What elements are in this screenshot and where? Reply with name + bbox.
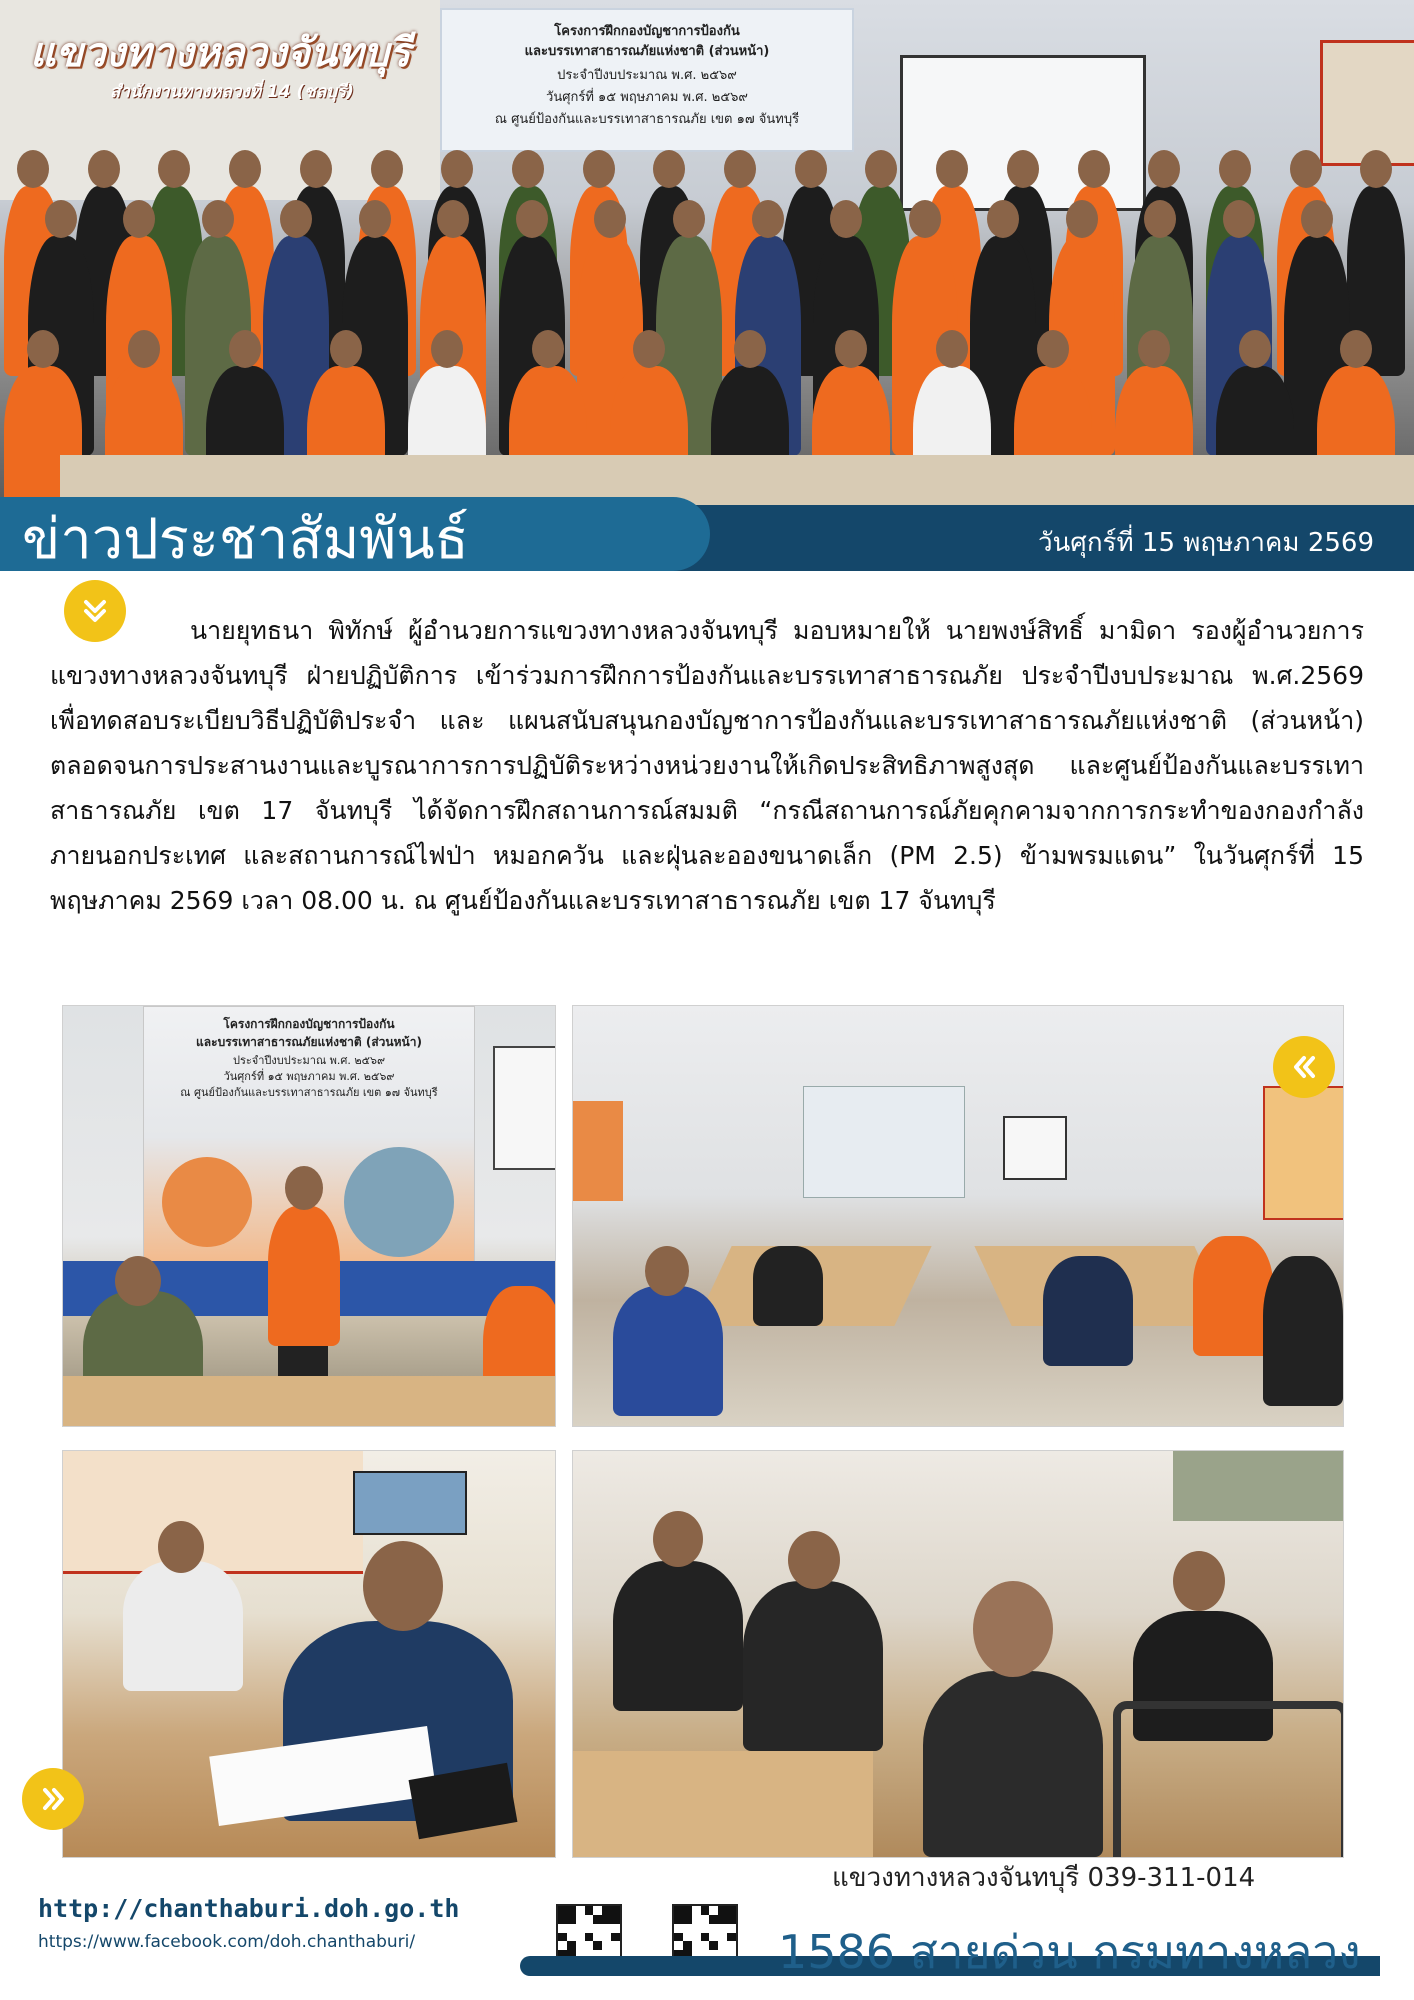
hero-person-head [229,330,261,368]
hero-person-head [532,330,564,368]
photo1-banner-line: และบรรเทาสาธารณภัยแห่งชาติ (ส่วนหน้า) [196,1035,422,1049]
hero-person-head [865,150,897,188]
footer-org-phone: แขวงทางหลวงจันทบุรี 039-311-014 [832,1863,1256,1893]
photo-meeting-room [572,1005,1344,1427]
hero-person-head [987,200,1019,238]
hero-person-head [909,200,941,238]
hero-person-head [27,330,59,368]
photo1-speaker [268,1206,340,1346]
news-body [50,608,1364,923]
hero-person-head [734,330,766,368]
hero-person-head [300,150,332,188]
news-paragraph: นายยุทธนา พิทักษ์ ผู้อำนวยการแขวงทางหลวงจันทบุรี มอบหมายให้ นายพงษ์สิทธิ์ มามิดา รองผู้อำนวยการแขวงทางหลวงจันทบุรี ฝ่ายปฏิบัติการ เข้าร่วมการฝึกการป้องกันและบรรเทาสาธารณภัย ประจำปีงบประมาณ พ.ศ.2569 เพื่อทดสอบระเบียบวิธีปฏิบัติประจำ และ แผนสนับสนุนกองบัญชาการป้องกันและบรรเทาสาธารณภัยแห่งชาติ (ส่วนหน้า) ตลอดจนการประสานงานและบูรณาการการปฏิบัติระหว่างหน่วยงานให้เกิดประสิทธิภาพสูงสุด และศูนย์ป้องกันและบรรเทาสาธารณภัย เขต 17 จันทบุรี ได้จัดการฝึกสถานการณ์สมมติ “กรณีสถานการณ์ภัยคุกคามจากการกระทำของกองกำลังภายนอกประเทศ และสถานการณ์ไฟป่า หมอกควัน และฝุ่นละอองขนาดเล็ก (PM 2.5) ข้ามพรมแดน” ในวันศุกร์ที่ 15 พฤษภาคม 2569 เวลา 08.00 น. ณ ศูนย์ป้องกันและบรรเทาสาธารณภัย เขต 17 จันทบุรี [50,616,1364,915]
hero-event-banner [440,8,854,152]
hero-person-head [330,330,362,368]
photo4-participant [923,1671,1103,1857]
hero-person-head [653,150,685,188]
hero-person-head [583,150,615,188]
photo-official-speaking [62,1450,556,1858]
hero-person-head [431,330,463,368]
hero-person-head [1144,200,1176,238]
hero-person-head [359,200,391,238]
hero-person-head [1340,330,1372,368]
hero-person-head [17,150,49,188]
hero-person-head [512,150,544,188]
hero-person-head [633,330,665,368]
org-title: แขวงทางหลวงจันทบุรี [30,30,411,76]
hero-banner-line: ณ ศูนย์ป้องกันและบรรเทาสาธารณภัย เขต ๑๗ จันทบุรี [494,112,800,127]
hero-person-head [441,150,473,188]
hero-person-head [88,150,120,188]
hero-person-head [1037,330,1069,368]
chevron-left-icon [1273,1036,1335,1098]
hero-person-head [1007,150,1039,188]
photo-participants [572,1450,1344,1858]
footer-hotline: 1586 สายด่วน กรมทางหลวง [778,1925,1361,1979]
hero-person-head [229,150,261,188]
hero-person-head [1148,150,1180,188]
hero-banner-line: โครงการฝึกกองบัญชาการป้องกัน [554,24,740,39]
hero-person-head [594,200,626,238]
hero-person-head [158,150,190,188]
hero-person-head [437,200,469,238]
hero-person-head [673,200,705,238]
hero-person-head [1360,150,1392,188]
hero-person-head [280,200,312,238]
hero-person-head [830,200,862,238]
hero-banner-line: ประจำปีงบประมาณ พ.ศ. ๒๕๖๙ [557,68,737,83]
hero-person-head [516,200,548,238]
footer-website-link[interactable]: http://chanthaburi.doh.go.th [38,1894,460,1923]
press-release-title: ข่าวประชาสัมพันธ์ [22,507,469,572]
press-release-date: วันศุกร์ที่ 15 พฤษภาคม 2569 [1037,528,1374,558]
org-subtitle: สำนักงานทางหลวงที่ 14 (ชลบุรี) [110,82,354,102]
hero-person-head [1301,200,1333,238]
hero-person-head [202,200,234,238]
hero-banner-line: วันศุกร์ที่ ๑๕ พฤษภาคม พ.ศ. ๒๕๖๙ [546,90,748,105]
hero-person-head [724,150,756,188]
hero-banner-line: และบรรเทาสาธารณภัยแห่งชาติ (ส่วนหน้า) [524,44,770,59]
hero-person-head [371,150,403,188]
hero-notice-board [1320,40,1414,166]
hero-person-head [1066,200,1098,238]
hero-person-head [1138,330,1170,368]
hero-person-head [835,330,867,368]
photo1-banner-line: ณ ศูนย์ป้องกันและบรรเทาสาธารณภัย เขต ๑๗ จันทบุรี [180,1086,438,1099]
hero-person-head [1078,150,1110,188]
footer-facebook-link[interactable]: https://www.facebook.com/doh.chanthaburi/ [38,1932,416,1952]
hero-person-head [1290,150,1322,188]
hero-person-head [123,200,155,238]
photo1-banner-line: วันศุกร์ที่ ๑๕ พฤษภาคม พ.ศ. ๒๕๖๙ [223,1070,395,1083]
photo-speaker [62,1005,556,1427]
hero-person-head [936,150,968,188]
hero-person-head [752,200,784,238]
hero-person-head [795,150,827,188]
photo1-banner-line: ประจำปีงบประมาณ พ.ศ. ๒๕๖๙ [232,1054,386,1067]
hero-person-head [1223,200,1255,238]
hero-person-head [936,330,968,368]
photo1-banner-line: โครงการฝึกกองบัญชาการป้องกัน [223,1017,395,1031]
hero-person-head [128,330,160,368]
hero-person-head [1239,330,1271,368]
chevron-right-icon [22,1768,84,1830]
hero-person-head [45,200,77,238]
hero-person-head [1219,150,1251,188]
